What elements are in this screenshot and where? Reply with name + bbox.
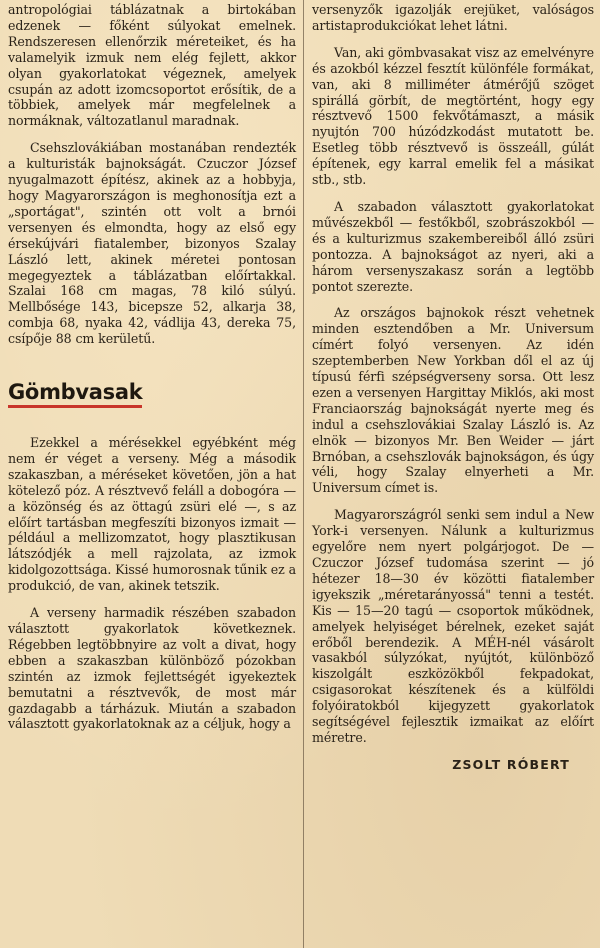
paragraph-3: Ezekkel a mérésekkel egyébként még nem ér véget a verseny. Még a második szakaszban, a méréseket követően, jön a hat kötelező póz. A résztvevő feláll a dobogóra — a közönség és az öttagú zsüri elé —, s az előírt tartásban megfeszíti bizonyos izmait — például a mellizomzatot, hogy plasztikusan látszódjék a mell rajzolata, az izmok kidolgozottsága. Kissé humorosnak tűnik ez a produkció, de van, akinek tetszik.: [8, 435, 296, 594]
paragraph-2: Csehszlovákiában mostanában rendezték a kulturisták bajnokságát. Czuczor József nyugalmazott építész, akinek az a hobbyja, hogy Magyarországon is meghonosítja ezt a „sportágat", szintén ott volt a brnói versenyen és elmondta, hogy az első egy érsekújvári fiatalember, bizonyos Szalay László lett, akinek méretei pontosan megegyeztek a táblázatban előírtakkal. Szalai 168 cm magas, 78 kiló súlyú. Mellbősége 143, bicepsze 52, alkarja 38, combja 68, nyaka 42, vádlija 43, dereka 75, csípője 88 cm kerületű.: [8, 140, 296, 347]
paragraph-9: Magyarországról senki sem indul a New York-i versenyen. Nálunk a kulturizmus egyelőre nem nyert polgárjogot. De — Czuczor József tudomása szerint — jó hétezer 18—30 év közötti fiatalember igyekszik „méretarányossá" tenni a testét. Kis — 15—20 tagú — csoportok működnek, amelyek helyiséget bérelnek, ezeket saját erőből berendezik. A MÉH-nél vásárolt vasakból súlyzókat, nyújtót, különböző kiszolgált eszközökből fekpadokat, csigasorokat készítenek és a külföldi folyóiratokból kijegyzett gyakorlatok segítségével fejlesztik izmaikat az előírt méretre.: [312, 507, 594, 745]
author-byline: ZSOLT RÓBERT: [452, 756, 570, 772]
paragraph-1: antropológiai táblázatnak a birtokában edzenek — főként súlyokat emelnek. Rendszeresen ellenőrzik méreteiket, és ha valamelyik izmuk nem elég fejlett, akkor olyan gyakorlatokat végeznek, amelyek csupán az adott izomcsoportot erősítik, de a többiek, amelyek már megfelelnek a normáknak, változatlanul maradnak.: [8, 2, 296, 129]
section-heading: Gömbvasak: [8, 380, 142, 408]
paragraph-5: versenyzők igazolják erejüket, valóságos artistaprodukciókat lehet látni.: [312, 2, 594, 33]
right-column: [312, 2, 594, 773]
paragraph-6: Van, aki gömbvasakat visz az emelvényre és azokból kézzel fesztít különféle formákat, van, aki 8 milliméter átmérőjű szöget spirállá görbít, de megtörtént, hogy egy résztvevő 1500 fekvőtámaszt, a másik nyujtón 700 húzódzkodást mutatott be. Esetleg több résztvevő is összeáll, gúlát építenek, egy karral emelik fel a másikat stb., stb.: [312, 44, 594, 188]
column-divider: [303, 0, 304, 948]
paragraph-4: A verseny harmadik részében szabadon választott gyakorlatok következnek. Régebben legtöbbnyire az volt a divat, hogy ebben a szakaszban különböző pózokban szintén az izmok fejlettségét igyekeztek bemutatni a résztvevők, de most már gazdagabb a tárházuk. Miután a szabadon választott gyakorlatoknak az a céljuk, hogy a: [8, 605, 296, 732]
left-column: [8, 2, 296, 743]
paragraph-8: Az országos bajnokok részt vehetnek minden esztendőben a Mr. Universum címért folyó versenyen. Az idén szeptemberben New Yorkban dől el az új típusú férfi szépségverseny sorsa. Ott lesz ezen a versenyen Hargittay Miklós, aki most Franciaország bajnokságát nyerte meg és indul a csehszlovákiai Szalay László is. Az elnök — bizonyos Mr. Ben Weider — járt Brnóban, a csehszlovák bajnokságon, és úgy véli, hogy Szalay elnyerheti a Mr. Universum címet is.: [312, 305, 594, 496]
paragraph-7: A szabadon választott gyakorlatokat művészekből — festőkből, szobrászokból — és a kulturizmus szakembereiből álló zsüri pontozza. A bajnokságot az nyeri, aki a három versenyszakasz során a legtöbb pontot szerezte.: [312, 198, 594, 294]
